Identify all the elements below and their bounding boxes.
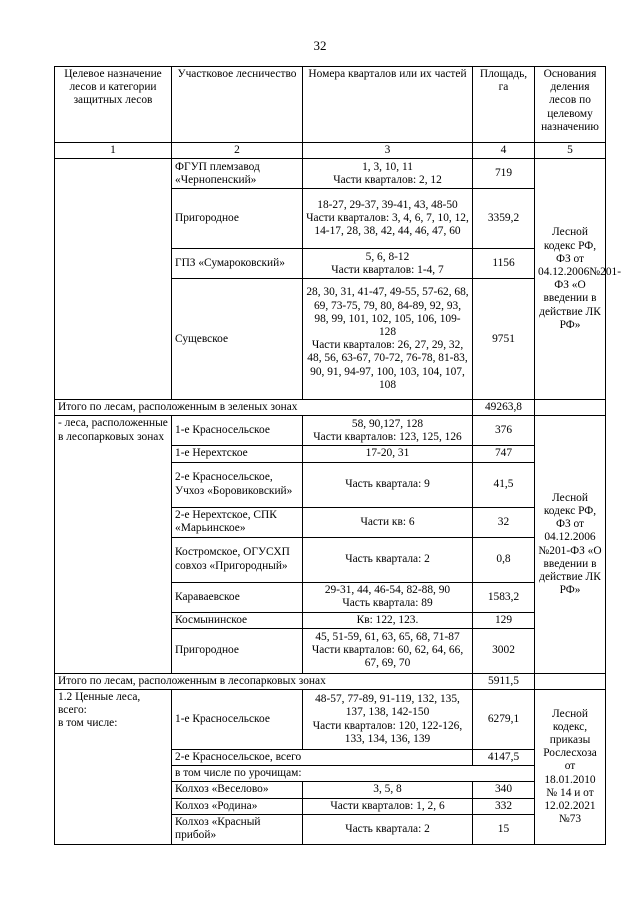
forestry-name: 1-е Красносельское xyxy=(172,690,303,750)
header-area: Площадь, га xyxy=(473,67,535,143)
col-number-5: 5 xyxy=(535,143,606,159)
empty-cell xyxy=(535,673,606,689)
forestry-name: 1-е Красносельское xyxy=(172,416,303,446)
quarter-numbers: Часть квартала: 9 xyxy=(303,462,473,507)
quarter-numbers: Часть квартала: 2 xyxy=(303,814,473,844)
area-value: 9751 xyxy=(473,279,535,400)
category-cell: 1.2 Ценные леса, всего: в том числе: xyxy=(55,690,172,845)
forestry-name: ФГУП племзавод «Чернопенский» xyxy=(172,159,303,189)
quarter-numbers: 29-31, 44, 46-54, 82-88, 90 Часть квартала: 89 xyxy=(303,582,473,612)
area-value: 32 xyxy=(473,507,535,537)
header-purpose: Целевое назначение лесов и категории защитных лесов xyxy=(55,67,172,143)
header-quarters: Номера кварталов или их частей xyxy=(303,67,473,143)
empty-cell xyxy=(535,400,606,416)
forestry-name: ГПЗ «Сумароковский» xyxy=(172,249,303,279)
quarter-numbers: 58, 90,127, 128 Части кварталов: 123, 125, 126 xyxy=(303,416,473,446)
forestry-name: Колхоз «Красный прибой» xyxy=(172,814,303,844)
header-forestry: Участковое лесничество xyxy=(172,67,303,143)
category-cell: - леса, расположенные в лесопарковых зонах xyxy=(55,416,172,673)
area-value: 340 xyxy=(473,782,535,798)
basis-text: Лесной кодекс РФ, ФЗ от 04.12.2006№201-ФЗ «О введении в действие ЛК РФ» xyxy=(535,159,606,400)
col-number-4: 4 xyxy=(473,143,535,159)
quarter-numbers: 28, 30, 31, 41-47, 49-55, 57-62, 68, 69, 73-75, 79, 80, 84-89, 92, 93, 98, 99, 101, 102, 105, 106, 109-128 Части кварталов: 26, 27, 29, 32, 48, 56, 63-67, 70-72, 76-78, 81-83, 90, 91, 94-97, 100, 103, 104, 107, 108 xyxy=(303,279,473,400)
quarter-numbers: 17-20, 31 xyxy=(303,446,473,462)
col-number-1: 1 xyxy=(55,143,172,159)
header-basis: Основания деления лесов по целевому назначению xyxy=(535,67,606,143)
basis-text: Лесной кодекс РФ, ФЗ от 04.12.2006 №201-ФЗ «О введении в действие ЛК РФ» xyxy=(535,416,606,673)
forestry-name: Колхоз «Родина» xyxy=(172,798,303,814)
forestry-name: Сущевское xyxy=(172,279,303,400)
area-value: 15 xyxy=(473,814,535,844)
table-row xyxy=(55,159,606,189)
total-row xyxy=(55,400,606,416)
forestry-name: Колхоз «Веселово» xyxy=(172,782,303,798)
forestry-name: Караваевское xyxy=(172,582,303,612)
quarter-numbers: Часть квартала: 2 xyxy=(303,537,473,582)
area-value: 719 xyxy=(473,159,535,189)
area-value: 3359,2 xyxy=(473,189,535,249)
quarter-numbers: 1, 3, 10, 11 Части кварталов: 2, 12 xyxy=(303,159,473,189)
total-label: Итого по лесам, расположенным в зеленых зонах xyxy=(55,400,473,416)
quarter-numbers: Части кварталов: 1, 2, 6 xyxy=(303,798,473,814)
forestry-name: Пригородное xyxy=(172,189,303,249)
table-row xyxy=(55,690,606,750)
page-number: 32 xyxy=(313,38,327,53)
quarter-numbers: Части кв: 6 xyxy=(303,507,473,537)
forestry-total-label: 2-е Красносельское, всего xyxy=(172,750,473,766)
col-number-3: 3 xyxy=(303,143,473,159)
forestry-name: 1-е Нерехтское xyxy=(172,446,303,462)
total-area: 49263,8 xyxy=(473,400,535,416)
basis-text: Лесной кодекс, приказы Рослесхоза от 18.01.2010 № 14 и от 12.02.2021 №73 xyxy=(535,690,606,845)
table-row xyxy=(55,416,606,446)
green-zone-category xyxy=(55,159,172,400)
total-label: Итого по лесам, расположенным в лесопарковых зонах xyxy=(55,673,473,689)
forestry-name: 2-е Нерехтское, СПК «Марьинское» xyxy=(172,507,303,537)
table-header-row xyxy=(55,67,606,143)
area-value: 1156 xyxy=(473,249,535,279)
forestry-name: Костромское, ОГУСХП совхоз «Пригородный» xyxy=(172,537,303,582)
quarter-numbers: 18-27, 29-37, 39-41, 43, 48-50 Части кварталов: 3, 4, 6, 7, 10, 12, 14-17, 28, 38, 42, 44, 46, 47, 60 xyxy=(303,189,473,249)
quarter-numbers: 45, 51-59, 61, 63, 65, 68, 71-87 Части кварталов: 60, 62, 64, 66, 67, 69, 70 xyxy=(303,628,473,673)
subheader-text: в том числе по урочищам: xyxy=(172,766,535,782)
area-value: 332 xyxy=(473,798,535,814)
col-number-2: 2 xyxy=(172,143,303,159)
forestry-name: Космынинское xyxy=(172,612,303,628)
quarter-numbers: 48-57, 77-89, 91-119, 132, 135, 137, 138, 142-150 Части кварталов: 120, 122-126, 133, 134, 136, 139 xyxy=(303,690,473,750)
area-value: 376 xyxy=(473,416,535,446)
forest-zoning-table xyxy=(54,66,622,845)
total-row xyxy=(55,673,606,689)
total-area: 5911,5 xyxy=(473,673,535,689)
area-value: 3002 xyxy=(473,628,535,673)
area-value: 0,8 xyxy=(473,537,535,582)
forestry-name: 2-е Красносельское, Учхоз «Боровиковский» xyxy=(172,462,303,507)
quarter-numbers: Кв: 122, 123. xyxy=(303,612,473,628)
area-value: 747 xyxy=(473,446,535,462)
forestry-name: Пригородное xyxy=(172,628,303,673)
area-value: 4147,5 xyxy=(473,750,535,766)
area-value: 6279,1 xyxy=(473,690,535,750)
column-numbers-row xyxy=(55,143,606,159)
quarter-numbers: 5, 6, 8-12 Части кварталов: 1-4, 7 xyxy=(303,249,473,279)
area-value: 1583,2 xyxy=(473,582,535,612)
quarter-numbers: 3, 5, 8 xyxy=(303,782,473,798)
area-value: 129 xyxy=(473,612,535,628)
area-value: 41,5 xyxy=(473,462,535,507)
